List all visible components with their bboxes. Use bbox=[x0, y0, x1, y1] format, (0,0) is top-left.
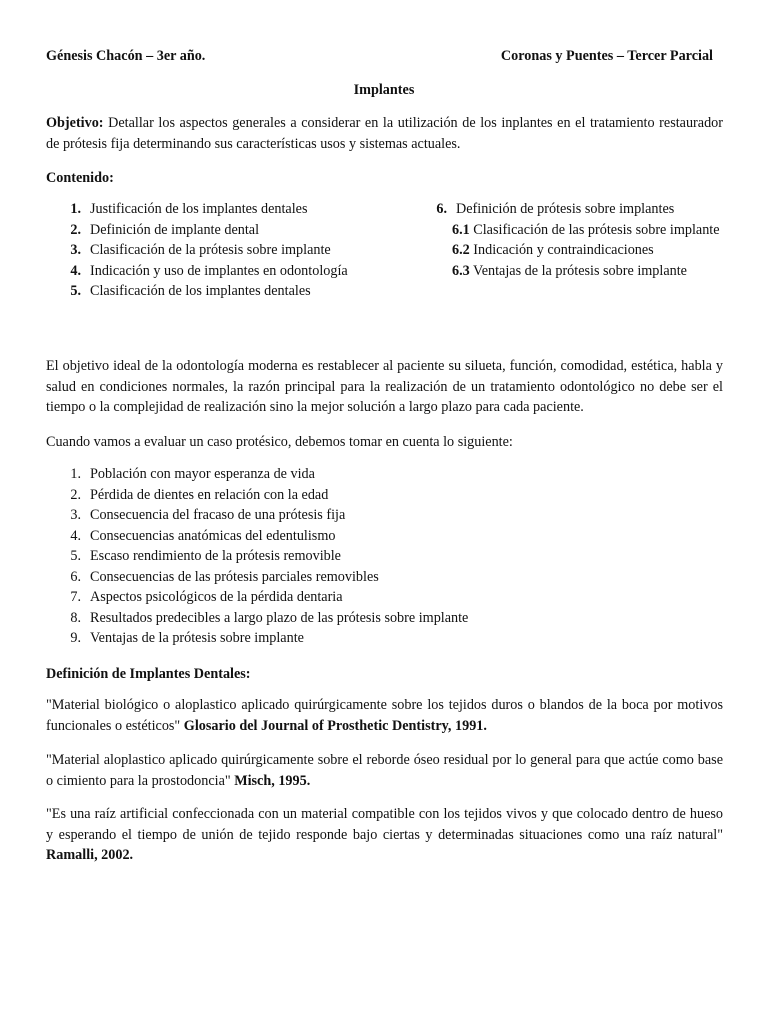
list-text: Pérdida de dientes en relación con la edad bbox=[90, 486, 329, 503]
sub-list-item bbox=[412, 240, 723, 261]
list-number: 1. bbox=[70, 466, 81, 482]
sub-list-number: 6.3 bbox=[452, 262, 470, 279]
sub-list-text: Indicación y contraindicaciones bbox=[469, 242, 654, 258]
sub-list-text: Ventajas de la prótesis sobre implante bbox=[469, 262, 687, 279]
list-item bbox=[46, 220, 362, 241]
list-text: Justificación de los implantes dentales bbox=[90, 201, 308, 217]
quote-text: "Material biológico o aloplastico aplicado quirúrgicamente sobre los tejidos duros o blandos de la boca por motivos funcionales o estéticos" bbox=[46, 697, 723, 734]
list-item bbox=[46, 587, 723, 608]
list-text: Consecuencias anatómicas del edentulismo bbox=[90, 527, 336, 544]
list-number: 7. bbox=[70, 589, 81, 605]
objective-text: Detallar los aspectos generales a considerar en la utilización de los inplantes en el tratamiento restaurador de prótesis fija determinando sus características usos y sistemas actuales. bbox=[46, 115, 723, 152]
list-text: Ventajas de la prótesis sobre implante bbox=[90, 630, 304, 646]
definition-quote bbox=[46, 695, 723, 736]
header-author: Génesis Chacón – 3er año. bbox=[46, 48, 206, 64]
list-number: 4. bbox=[70, 262, 81, 279]
quote-text: "Es una raíz artificial confeccionada con un material compatible con los tejidos vivos y que colocado dentro de hueso y esperando el tiempo de unión de tejido responde bajo ciertas y determinadas situaciones como una raíz natural" bbox=[46, 806, 723, 843]
list-text: Consecuencia del fracaso de una prótesis fija bbox=[90, 507, 346, 523]
list-text: Escaso rendimiento de la prótesis removible bbox=[90, 548, 341, 564]
list-item bbox=[46, 628, 723, 649]
list-text: Consecuencias de las prótesis parciales removibles bbox=[90, 568, 379, 585]
list-number: 9. bbox=[70, 630, 81, 646]
list-number: 5. bbox=[70, 548, 81, 564]
list-item bbox=[46, 199, 362, 220]
list-number: 5. bbox=[70, 283, 81, 299]
header-course: Coronas y Puentes – Tercer Parcial bbox=[500, 48, 713, 64]
list-item bbox=[46, 546, 723, 567]
contents-list-right bbox=[412, 199, 723, 281]
objective-paragraph bbox=[46, 113, 723, 154]
definition-quote bbox=[46, 804, 723, 866]
list-number: 2. bbox=[70, 221, 81, 238]
list-item bbox=[46, 240, 362, 261]
list-number: 3. bbox=[70, 242, 81, 258]
list-number: 4. bbox=[70, 527, 81, 544]
quote-text: "Material aloplastico aplicado quirúrgicamente sobre el reborde óseo residual por lo general para que actúe como base o cimiento para la prostodoncia" bbox=[46, 752, 723, 789]
list-text: Definición de implante dental bbox=[90, 221, 260, 238]
quote-source: Ramalli, 2002. bbox=[46, 847, 134, 863]
evaluation-paragraph: Cuando vamos a evaluar un caso protésico, debemos tomar en cuenta lo siguiente: bbox=[46, 434, 513, 450]
quote-source: Misch, 1995. bbox=[234, 772, 311, 789]
list-text: Resultados predecibles a largo plazo de las prótesis sobre implante bbox=[90, 609, 469, 626]
list-text: Clasificación de los implantes dentales bbox=[90, 283, 311, 299]
list-text: Clasificación de la prótesis sobre implante bbox=[90, 242, 331, 258]
sub-list-text: Clasificación de las prótesis sobre implante bbox=[469, 221, 720, 238]
intro-paragraph: El objetivo ideal de la odontología moderna es restablecer al paciente su silueta, función, comodidad, estética, habla y salud en condiciones normales, la razón principal para la realización de un tratamiento odontológico no debe ser el tiempo o la complejidad de realización sino la mejor solución a largo plazo para cada paciente. bbox=[46, 358, 723, 415]
list-number: 2. bbox=[70, 486, 81, 503]
list-number: 8. bbox=[70, 609, 81, 626]
definitions-heading: Definición de Implantes Dentales: bbox=[46, 666, 251, 682]
list-number: 3. bbox=[70, 507, 81, 523]
objective-label: Objetivo: bbox=[46, 115, 104, 131]
definition-quote bbox=[46, 750, 723, 791]
list-item bbox=[46, 485, 723, 506]
list-text: Población con mayor esperanza de vida bbox=[90, 466, 315, 482]
sub-list-item bbox=[412, 261, 723, 282]
list-number: 6. bbox=[70, 568, 81, 585]
list-item bbox=[46, 464, 723, 485]
list-item bbox=[412, 199, 723, 220]
list-number: 1. bbox=[70, 201, 81, 217]
list-item bbox=[46, 261, 362, 282]
contents-heading: Contenido: bbox=[46, 170, 114, 186]
sub-list-number: 6.2 bbox=[452, 242, 470, 258]
quote-source: Glosario del Journal of Prosthetic Dentistry, 1991. bbox=[183, 717, 487, 734]
sub-list-item bbox=[412, 220, 723, 241]
list-text: Indicación y uso de implantes en odontología bbox=[90, 262, 348, 279]
list-text: Definición de prótesis sobre implantes bbox=[456, 201, 675, 217]
list-number: 6. bbox=[436, 201, 447, 217]
list-text: Aspectos psicológicos de la pérdida dentaria bbox=[90, 589, 343, 605]
list-item bbox=[46, 281, 362, 302]
list-item bbox=[46, 608, 723, 629]
contents-list-left bbox=[46, 199, 362, 302]
document-title: Implantes bbox=[353, 82, 415, 98]
list-item bbox=[46, 526, 723, 547]
list-item bbox=[46, 567, 723, 588]
list-item bbox=[46, 505, 723, 526]
sub-list-number: 6.1 bbox=[452, 221, 470, 238]
considerations-list bbox=[46, 464, 723, 649]
